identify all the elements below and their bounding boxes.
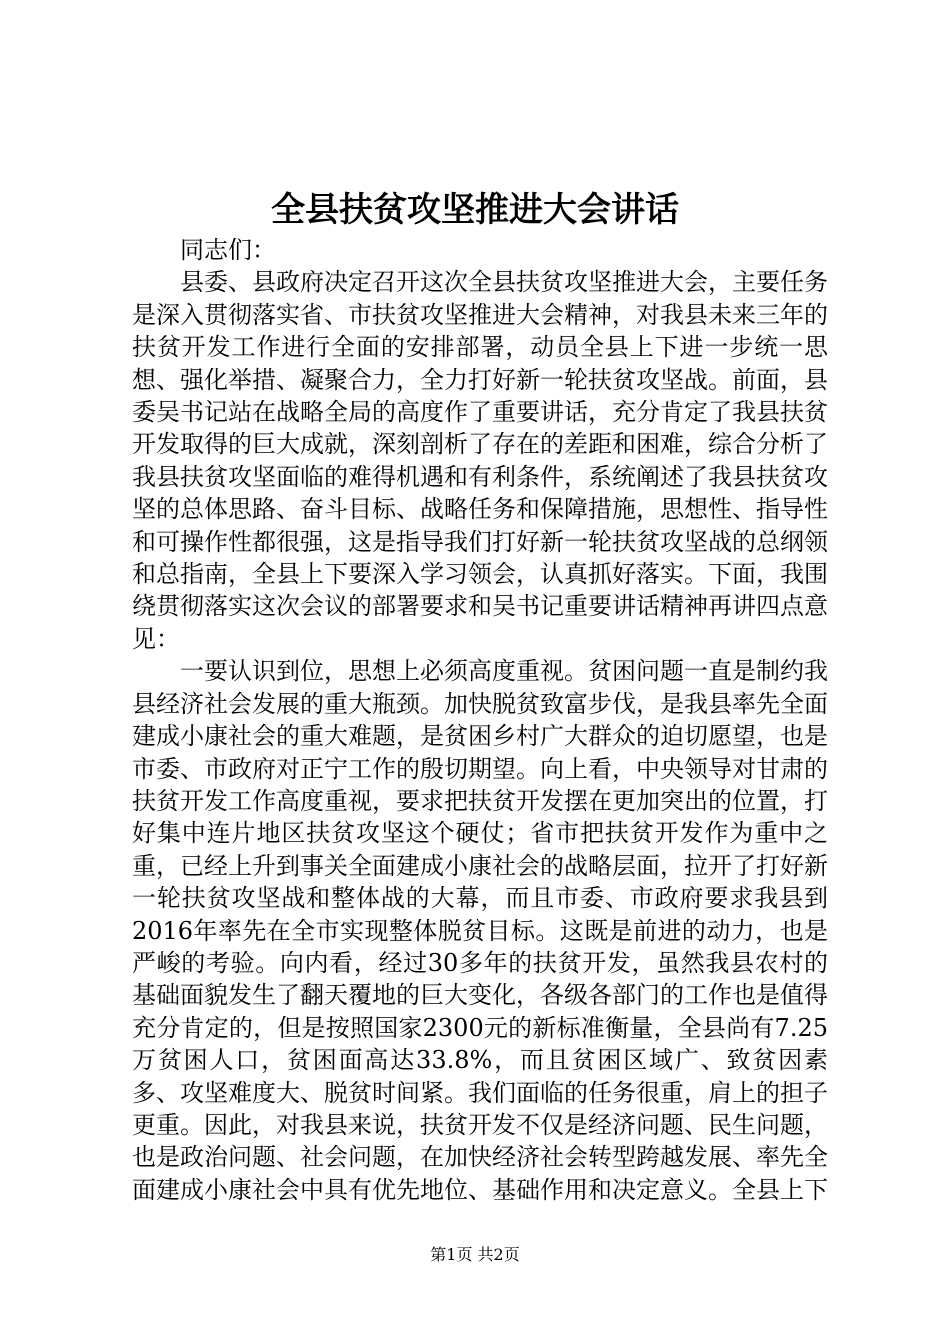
salutation: 同志们： <box>180 236 276 264</box>
paragraph-point-one: 一要认识到位，思想上必须高度重视。贫困问题一直是制约我县经济社会发展的重大瓶颈。加快脱贫致富步伐，是我县率先全面建成小康社会的重大难题，是贫困乡村广大群众的迫切愿望，也是市委、市政府对正宁工作的殷切期望。向上看，中央领导对甘肃的扶贫开发工作高度重视，要求把扶贫开发摆在更加突出的位置，打好集中连片地区扶贫攻坚这个硬仗；省市把扶贫开发作为重中之重，已经上升到事关全面建成小康社会的战略层面，拉开了打好新一轮扶贫攻坚战和整体战的大幕，而且市委、市政府要求我县到2016年率先在全市实现整体脱贫目标。这既是前进的动力，也是严峻的考验。向内看，经过30多年的扶贫开发，虽然我县农村的基础面貌发生了翻天覆地的巨大变化，各级各部门的工作也是值得充分肯定的，但是按照国家2300元的新标准衡量，全县尚有7.25万贫困人口，贫困面高达33.8%，而且贫困区域广、致贫因素多、攻坚难度大、脱贫时间紧。我们面临的任务很重，肩上的担子更重。因此，对我县来说，扶贫开发不仅是经济问题、民生问题，也是政治问题、社会问题，在加快经济社会转型跨越发展、率先全面建成小康社会中具有优先地位、基础作用和决定意义。全县上下 <box>132 657 828 1204</box>
page-footer: 第1页 共2页 <box>430 1245 520 1264</box>
paragraph-intro: 县委、县政府决定召开这次全县扶贫攻坚推进大会，主要任务是深入贯彻落实省、市扶贫攻坚推进大会精神，对我县未来三年的扶贫开发工作进行全面的安排部署，动员全县上下进一步统一思想、强化举措、凝聚合力，全力打好新一轮扶贫攻坚战。前面，县委吴书记站在战略全局的高度作了重要讲话，充分肯定了我县扶贫开发取得的巨大成就，深刻剖析了存在的差距和困难，综合分析了我县扶贫攻坚面临的难得机遇和有利条件，系统阐述了我县扶贫攻坚的总体思路、奋斗目标、战略任务和保障措施，思想性、指导性和可操作性都很强，这是指导我们打好新一轮扶贫攻坚战的总纲领和总指南，全县上下要深入学习领会，认真抓好落实。下面，我围绕贯彻落实这次会议的部署要求和吴书记重要讲话精神再讲四点意见： <box>132 268 828 653</box>
document-title: 全县扶贫攻坚推进大会讲话 <box>271 190 679 230</box>
document-body <box>132 234 828 1206</box>
